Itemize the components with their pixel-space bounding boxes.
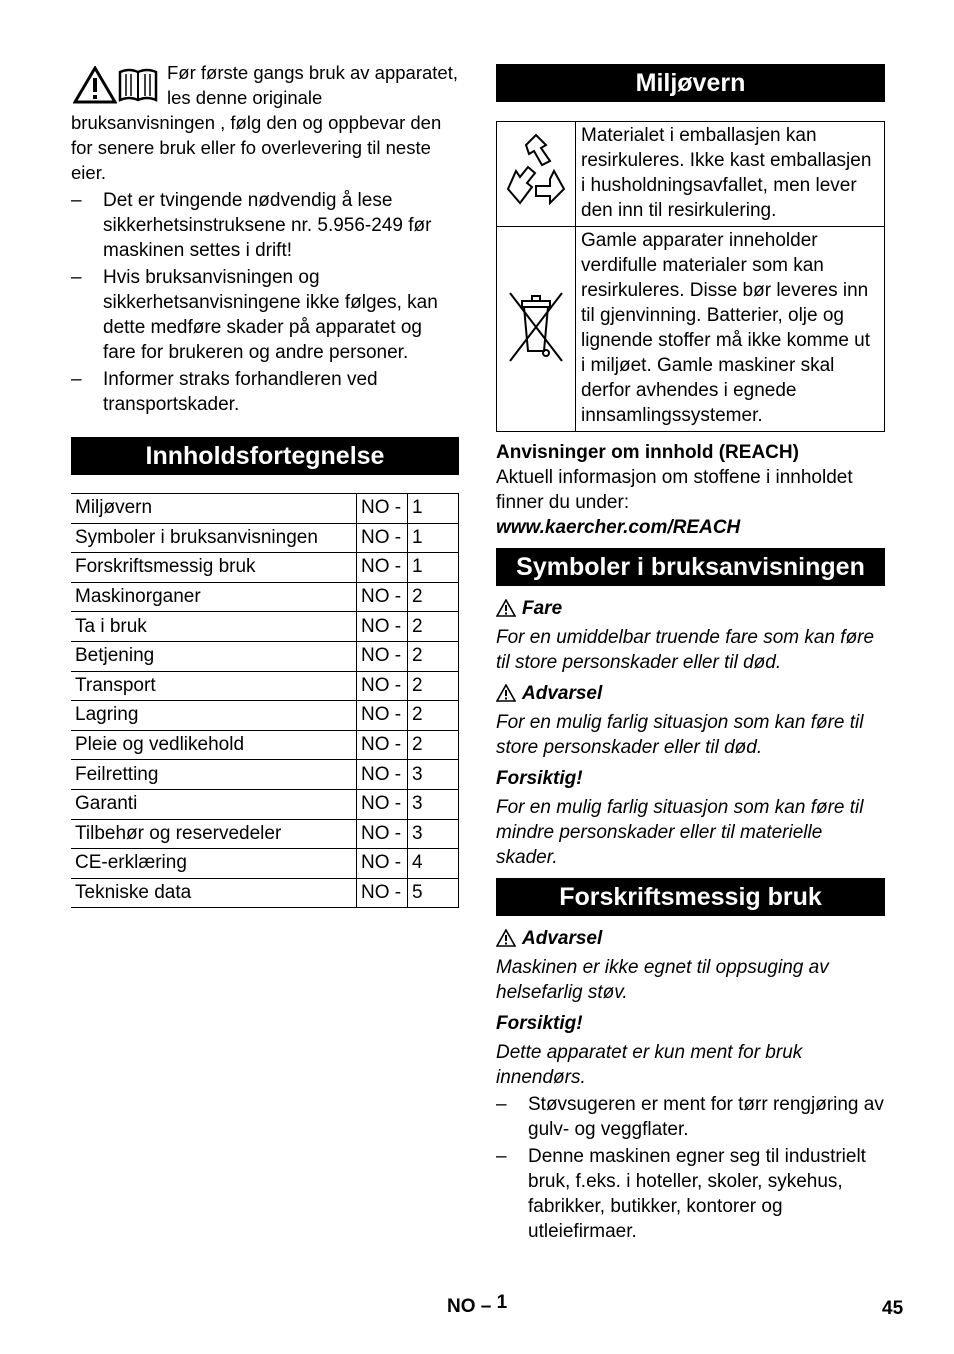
toc-entry-prefix: NO - <box>357 553 408 583</box>
toc-entry-prefix: NO - <box>357 760 408 790</box>
toc-table <box>71 493 459 908</box>
toc-entry-prefix: NO - <box>357 878 408 908</box>
toc-entry-page: 2 <box>408 582 459 612</box>
usage-advarsel-label <box>496 926 885 951</box>
intro-bullet-2 <box>71 265 459 365</box>
toc-row[interactable] <box>71 760 459 790</box>
toc-row[interactable] <box>71 730 459 760</box>
env-table <box>496 121 885 432</box>
footer-section <box>447 1292 508 1318</box>
toc-entry-page: 4 <box>408 849 459 879</box>
fare-label <box>496 596 885 621</box>
toc-entry-prefix: NO - <box>357 671 408 701</box>
toc-entry-page: 2 <box>408 730 459 760</box>
left-column <box>71 60 459 908</box>
toc-row[interactable] <box>71 701 459 731</box>
toc-entry-page: 2 <box>408 701 459 731</box>
toc-entry-prefix: NO - <box>357 789 408 819</box>
env-row-bin <box>497 227 885 432</box>
advarsel-text: For en mulig farlig situasjon som kan føre til store personskader eller til død. <box>496 712 864 758</box>
usage-bullet-1 <box>496 1092 885 1142</box>
toc-entry-prefix: NO - <box>357 494 408 524</box>
env-heading: Miljøvern <box>496 64 885 102</box>
toc-entry-page: 5 <box>408 878 459 908</box>
toc-entry-prefix: NO - <box>357 612 408 642</box>
toc-entry-name: Tilbehør og reservedeler <box>71 819 357 849</box>
intro-bullet-text: Informer straks forhandleren ved transportskader. <box>103 369 378 415</box>
toc-entry-name: CE-erklæring <box>71 849 357 879</box>
usage-advarsel-label-text: Advarsel <box>522 928 603 949</box>
toc-entry-page: 2 <box>408 671 459 701</box>
toc-entry-name: Transport <box>71 671 357 701</box>
usage-forsiktig-text: Dette apparatet er kun ment for bruk innendørs. <box>496 1042 803 1088</box>
reach-link[interactable]: www.kaercher.com/REACH <box>496 517 741 538</box>
intro-icons <box>71 60 161 106</box>
intro-bullet-text: Det er tvingende nødvendig å lese sikkerhetsinstruksene nr. 5.956-249 før maskinen settes i drift! <box>103 190 432 261</box>
footer-page-number: 45 <box>882 1298 904 1319</box>
env-text-recycle: Materialet i emballasjen kan resirkuleres. Ikke kast emballasjen i husholdningsavfallet, men lever den inn til resirkulering. <box>576 122 885 227</box>
toc-entry-name: Forskriftsmessig bruk <box>71 553 357 583</box>
intro-bullet-text: Hvis bruksanvisningen og sikkerhetsanvisningene ikke følges, kan dette medføre skader på apparatet og fare for brukeren og andre personer. <box>103 267 438 363</box>
forsiktig-text: For en mulig farlig situasjon som kan føre til mindre personskader eller til materielle skader. <box>496 797 864 868</box>
dash-glyph: – <box>496 1146 507 1167</box>
toc-entry-page: 2 <box>408 641 459 671</box>
intro-text: Før første gangs bruk av apparatet, les denne originale bruksanvisningen , følg den og oppbevar den for senere bruk eller fo overlevering til neste eier. <box>71 62 458 183</box>
toc-entry-prefix: NO - <box>357 523 408 553</box>
toc-row[interactable] <box>71 553 459 583</box>
manual-book-icon <box>117 66 159 104</box>
advarsel-label <box>496 681 885 706</box>
dash-glyph: – <box>71 190 82 211</box>
fare-text: For en umiddelbar truende fare som kan føre til store personskader eller til død. <box>496 627 875 673</box>
toc-entry-prefix: NO - <box>357 582 408 612</box>
advarsel-label-text: Advarsel <box>522 683 603 704</box>
toc-row[interactable] <box>71 494 459 524</box>
crossed-bin-icon <box>498 281 574 371</box>
intro-bullet-1 <box>71 188 459 263</box>
intro-paragraph <box>71 60 459 185</box>
env-row-recycle <box>497 122 885 227</box>
toc-entry-name: Pleie og vedlikehold <box>71 730 357 760</box>
warning-triangle-icon <box>496 599 516 617</box>
toc-row[interactable] <box>71 523 459 553</box>
toc-row[interactable] <box>71 582 459 612</box>
toc-entry-prefix: NO - <box>357 819 408 849</box>
toc-entry-page: 2 <box>408 612 459 642</box>
toc-entry-name: Maskinorganer <box>71 582 357 612</box>
usage-heading: Forskriftsmessig bruk <box>496 878 885 916</box>
toc-entry-prefix: NO - <box>357 701 408 731</box>
toc-entry-name: Betjening <box>71 641 357 671</box>
intro-bullet-3 <box>71 367 459 417</box>
recycle-icon <box>498 123 574 219</box>
toc-heading: Innholdsfortegnelse <box>71 437 459 475</box>
footer-section-label: NO – <box>447 1296 492 1317</box>
toc-entry-page: 3 <box>408 819 459 849</box>
usage-bullet-text: Støvsugeren er ment for tørr rengjøring av gulv- og veggflater. <box>528 1094 884 1140</box>
usage-forsiktig-label: Forsiktig! <box>496 1013 583 1034</box>
warning-triangle-icon <box>73 66 117 104</box>
toc-entry-name: Tekniske data <box>71 878 357 908</box>
toc-row[interactable] <box>71 612 459 642</box>
toc-entry-prefix: NO - <box>357 849 408 879</box>
toc-entry-name: Garanti <box>71 789 357 819</box>
symbols-heading: Symboler i bruksanvisningen <box>496 548 885 586</box>
warning-triangle-icon <box>496 684 516 702</box>
toc-entry-name: Miljøvern <box>71 494 357 524</box>
reach-text: Aktuell informasjon om stoffene i innholdet finner du under: <box>496 467 853 513</box>
right-column <box>496 64 885 1244</box>
toc-entry-prefix: NO - <box>357 730 408 760</box>
toc-entry-name: Ta i bruk <box>71 612 357 642</box>
dash-glyph: – <box>71 267 82 288</box>
usage-advarsel-text: Maskinen er ikke egnet til oppsuging av helsefarlig støv. <box>496 957 829 1003</box>
dash-glyph: – <box>71 369 82 390</box>
toc-entry-page: 3 <box>408 789 459 819</box>
dash-glyph: – <box>496 1094 507 1115</box>
toc-row[interactable] <box>71 819 459 849</box>
toc-row[interactable] <box>71 641 459 671</box>
env-icon-cell <box>497 122 576 227</box>
toc-entry-name: Feilretting <box>71 760 357 790</box>
toc-entry-name: Symboler i bruksanvisningen <box>71 523 357 553</box>
toc-entry-page: 1 <box>408 553 459 583</box>
fare-label-text: Fare <box>522 598 563 619</box>
toc-row[interactable] <box>71 849 459 879</box>
toc-row[interactable] <box>71 671 459 701</box>
usage-bullet-2 <box>496 1144 885 1244</box>
env-text-bin: Gamle apparater inneholder verdifulle materialer som kan resirkuleres. Disse bør leveres inn til gjenvinning. Batterier, olje og lignende stoffer må ikke komme ut i miljøet. Gamle maskiner skal derfor avhendes i egnede innsamlingssystemer. <box>576 227 885 432</box>
toc-entry-name: Lagring <box>71 701 357 731</box>
forsiktig-label: Forsiktig! <box>496 768 583 789</box>
warning-triangle-icon <box>496 929 516 947</box>
reach-title: Anvisninger om innhold (REACH) <box>496 442 799 463</box>
toc-entry-prefix: NO - <box>357 641 408 671</box>
footer-section-page: 1 <box>496 1292 508 1313</box>
usage-bullet-text: Denne maskinen egner seg til industrielt bruk, f.eks. i hoteller, skoler, sykehus, fabrikker, butikker, kontorer og utleiefirmaer. <box>528 1146 866 1242</box>
toc-entry-page: 3 <box>408 760 459 790</box>
env-icon-cell <box>497 227 576 432</box>
toc-entry-page: 1 <box>408 494 459 524</box>
toc-entry-page: 1 <box>408 523 459 553</box>
toc-row[interactable] <box>71 878 459 908</box>
toc-row[interactable] <box>71 789 459 819</box>
